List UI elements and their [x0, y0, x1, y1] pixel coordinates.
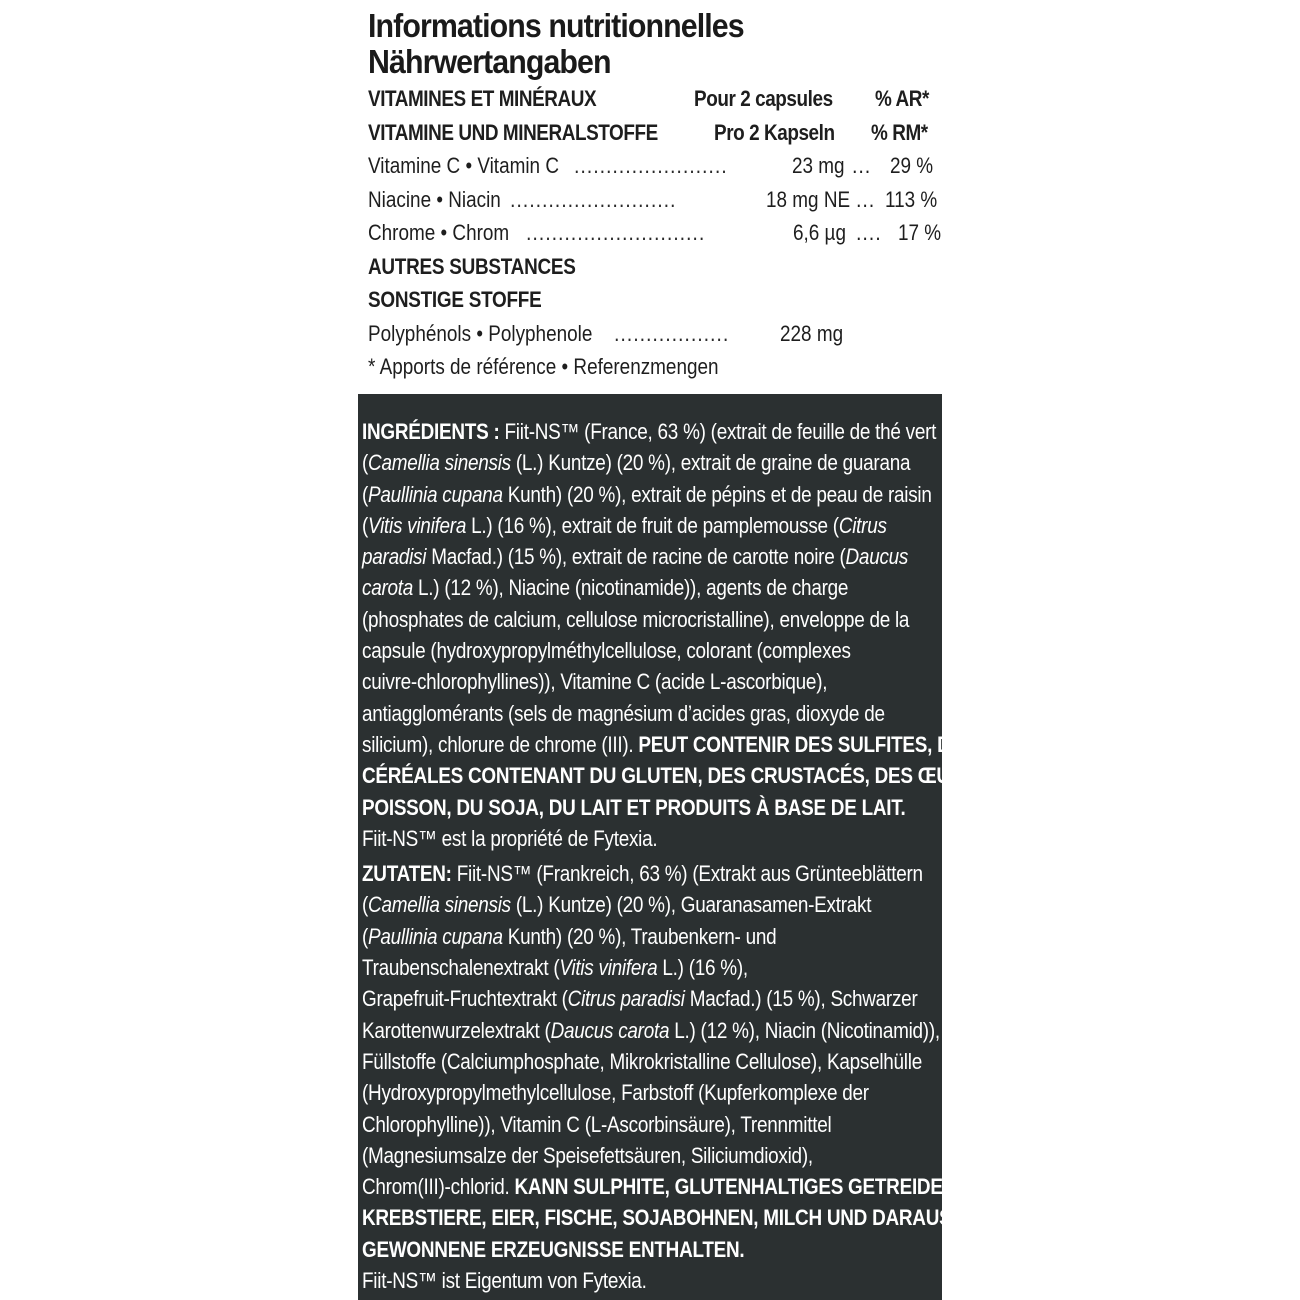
table-row: [368, 317, 936, 351]
ingredients-line-fr: carota L.) (12 %), Niacine (nicotinamide)), agents de charge: [362, 575, 849, 601]
ingredients-panel: [358, 394, 1011, 1300]
footnote: * Apports de référence • Referenzmengen: [368, 354, 719, 379]
allergen-warning-fr: PEUT CONTENIR DES SULFITES, DES: [638, 731, 976, 757]
header-per-fr: Pour 2 capsules: [694, 86, 833, 111]
nutrition-title-de: Nährwertangaben: [368, 43, 611, 80]
header-ref-fr: % AR*: [875, 86, 929, 111]
leader-dots: ...: [856, 186, 876, 212]
vitamin-label: Niacine • Niacin: [368, 186, 501, 212]
ingredients-line-fr: INGRÉDIENTS : Fiit-NS™ (France, 63 %) (extrait de feuille de thé vert: [362, 419, 937, 444]
nutrition-panel: [368, 7, 942, 383]
vitamin-amount: 18 mg NE: [766, 186, 851, 212]
vitamin-amount: 6,6 µg: [793, 220, 846, 245]
leader-dots: ............................: [526, 220, 706, 245]
vitamin-amount: 23 mg: [792, 153, 845, 178]
ingredients-line-fr: antiagglomérants (sels de magnésium d’acides gras, dioxyde de: [362, 700, 885, 726]
other-substances-de: SONSTIGE STOFFE: [368, 287, 542, 312]
ingredients-line-de: ZUTATEN: Fiit-NS™ (Frankreich, 63 %) (Extrakt aus Grünteeblättern: [362, 861, 923, 887]
vitamin-percent: 17 %: [898, 220, 942, 245]
vitamin-percent: 29 %: [890, 153, 934, 178]
ingredients-line-fr: (Camellia sinensis (L.) Kuntze) (20 %), extrait de graine de guarana: [362, 450, 911, 476]
table-row: [368, 216, 942, 250]
ingredients-line-fr: capsule (hydroxypropylméthylcellulose, colorant (complexes: [362, 638, 851, 664]
trademark-note-fr: Fiit-NS™ est la propriété de Fytexia.: [362, 825, 658, 851]
nutrition-title-fr: Informations nutritionnelles: [368, 7, 744, 44]
allergen-warning-de: GEWONNENE ERZEUGNISSE ENTHALTEN.: [362, 1236, 745, 1262]
ingredients-line-fr: silicium), chlorure de chrome (III). PEUT CONTENIR DES SULFITES, DES: [362, 731, 976, 757]
other-substances-fr: AUTRES SUBSTANCES: [368, 253, 576, 279]
table-row: [368, 149, 936, 183]
header-section-de: VITAMINE UND MINERALSTOFFE: [368, 119, 658, 145]
vitamin-percent: 113 %: [885, 186, 938, 212]
ingredients-line-de: Karottenwurzelextrakt (Daucus carota L.) (12 %), Niacin (Nicotinamid)),: [362, 1017, 940, 1043]
leader-dots: ..........................: [510, 186, 677, 212]
allergen-warning-fr: CÉRÉALES CONTENANT DU GLUTEN, DES CRUSTACÉS, DES ŒUFS, DU: [362, 763, 1011, 789]
ingredients-line-de: Traubenschalenextrakt (Vitis vinifera L.) (16 %),: [362, 955, 748, 981]
leader-dots: ....: [856, 220, 882, 245]
allergen-warning-de: KANN SULPHITE, GLUTENHALTIGES GETREIDE,: [514, 1174, 948, 1200]
ingredients-line-de: Chlorophylline)), Vitamin C (L-Ascorbinsäure), Trennmittel: [362, 1111, 832, 1137]
leader-dots: ...: [852, 153, 872, 178]
ingredients-line-fr: paradisi Macfad.) (15 %), extrait de racine de carotte noire (Daucus: [362, 544, 909, 570]
header-section-fr: VITAMINES ET MINÉRAUX: [368, 86, 597, 111]
header-per-de: Pro 2 Kapseln: [714, 119, 835, 145]
leader-dots: ..................: [614, 320, 730, 346]
ingredients-line-de: (Hydroxypropylmethylcellulose, Farbstoff (Kupferkomplexe der: [362, 1080, 869, 1106]
leader-dots: ........................: [574, 153, 728, 178]
ingredients-line-de: (Camellia sinensis (L.) Kuntze) (20 %), Guaranasamen-Extrakt: [362, 892, 872, 918]
ingredients-line-de: Grapefruit-Fruchtextrakt (Citrus paradisi Macfad.) (15 %), Schwarzer: [362, 986, 918, 1012]
polyphenols-label: Polyphénols • Polyphenole: [368, 320, 593, 346]
ingredients-line-fr: (phosphates de calcium, cellulose microcristalline), enveloppe de la: [362, 606, 910, 632]
table-row: [368, 183, 936, 217]
ingredients-text: [362, 416, 1011, 1296]
vitamin-label: Vitamine C • Vitamin C: [368, 153, 560, 178]
header-ref-de: % RM*: [871, 119, 928, 145]
allergen-warning-fr: POISSON, DU SOJA, DU LAIT ET PRODUITS À BASE DE LAIT.: [362, 794, 906, 820]
table-header-de: [368, 116, 936, 150]
vitamin-label: Chrome • Chrom: [368, 220, 510, 245]
ingredients-heading-de: ZUTATEN:: [362, 861, 452, 887]
trademark-note-de: Fiit-NS™ ist Eigentum von Fytexia.: [362, 1268, 647, 1294]
ingredients-heading-fr: INGRÉDIENTS :: [362, 419, 500, 444]
ingredients-line-fr: (Paullinia cupana Kunth) (20 %), extrait de pépins et de peau de raisin: [362, 481, 932, 507]
allergen-warning-de: KREBSTIERE, EIER, FISCHE, SOJABOHNEN, MILCH UND DARAUS: [362, 1205, 952, 1231]
ingredients-line-de: (Paullinia cupana Kunth) (20 %), Traubenkern- und: [362, 923, 777, 949]
ingredients-line-de: Chrom(III)-chlorid. KANN SULPHITE, GLUTENHALTIGES GETREIDE,: [362, 1174, 948, 1200]
polyphenols-amount: 228 mg: [780, 320, 844, 346]
ingredients-line-de: (Magnesiumsalze der Speisefettsäuren, Siliciumdioxid),: [362, 1142, 813, 1168]
product-label: [358, 0, 1011, 1300]
table-header-fr: [368, 82, 936, 116]
ingredients-line-fr: cuivre-chlorophyllines)), Vitamine C (acide L-ascorbique),: [362, 669, 828, 695]
ingredients-line-fr: (Vitis vinifera L.) (16 %), extrait de fruit de pamplemousse (Citrus: [362, 512, 887, 538]
ingredients-line-de: Füllstoffe (Calciumphosphate, Mikrokristalline Cellulose), Kapselhülle: [362, 1048, 922, 1074]
